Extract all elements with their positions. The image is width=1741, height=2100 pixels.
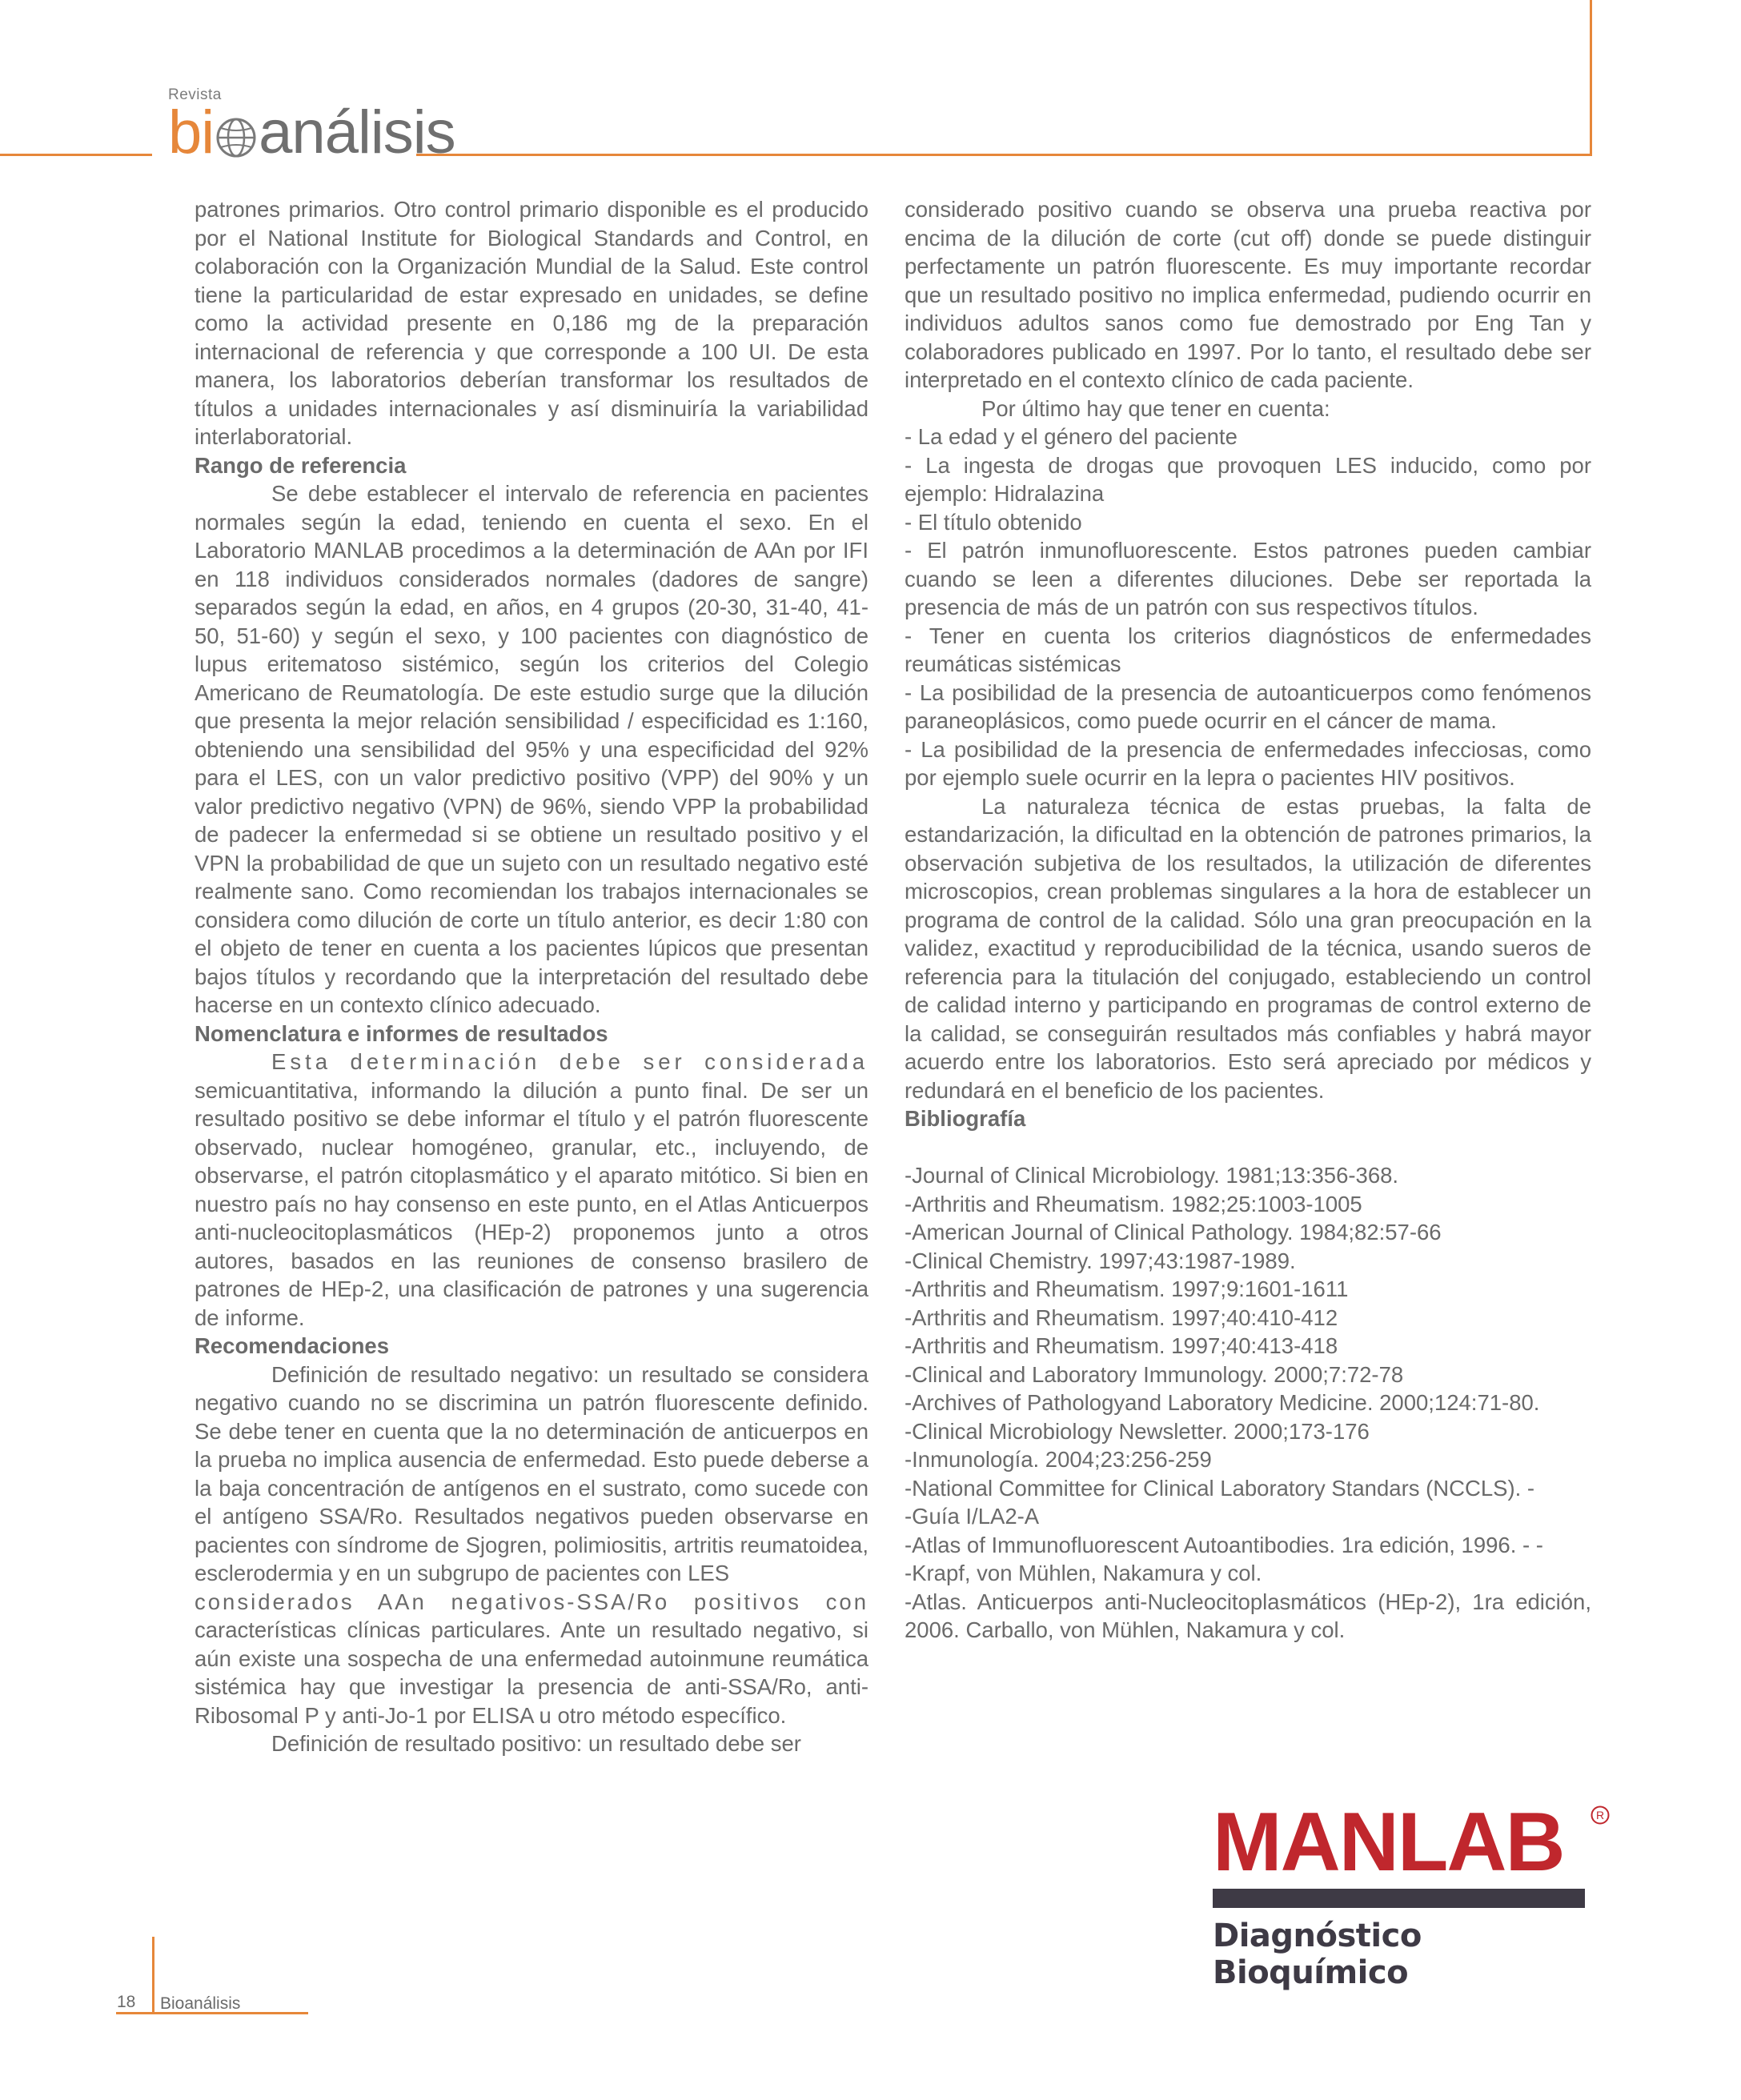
bibliography-item: -Archives of Pathologyand Laboratory Medicine. 2000;124:71-80. bbox=[905, 1390, 1540, 1415]
list-item: - Tener en cuenta los criterios diagnósticos de enfermedades reumáticas sistémicas bbox=[905, 623, 1591, 676]
list-item: - La posibilidad de la presencia de enfermedades infecciosas, como por ejemplo suele ocurrir en la lepra o pacientes HIV positivos. bbox=[905, 736, 1591, 790]
paragraph-resultado-positivo: Definición de resultado positivo: un resultado debe ser bbox=[271, 1731, 801, 1756]
list-item: - La ingesta de drogas que provoquen LES inducido, como por ejemplo: Hidralazina bbox=[905, 452, 1591, 506]
bibliography-item: -National Committee for Clinical Laboratory Standars (NCCLS). - bbox=[905, 1475, 1535, 1501]
paragraph-resultado-negativo: Definición de resultado negativo: un resultado se considera negativo cuando no se discrimina un patrón fluorescente definido. Se debe tener en cuenta que la no determinación de anticuerpos en la prueba no implica ausencia de enfermedad. Esto puede deberse a la baja concentración de antígenos en el sustrato, como sucede con el antígeno SSA/Ro. Resultados negativos pueden observarse en pacientes con síndrome de Sjogren, polimiositis, artritis reumatoidea, esclerodermia y en un subgrupo de pacientes con LES bbox=[195, 1361, 868, 1585]
manlab-tagline: Diagnóstico Bioquímico bbox=[1213, 1918, 1422, 1991]
footer-label: Bioanálisis bbox=[160, 1994, 241, 2013]
header-rule-left bbox=[0, 154, 152, 156]
bibliography-item: -Arthritis and Rheumatism. 1997;40:410-412 bbox=[905, 1304, 1338, 1330]
bibliography-item: -Arthritis and Rheumatism. 1997;9:1601-1611 bbox=[905, 1276, 1349, 1301]
manlab-logo bbox=[1213, 1796, 1613, 1991]
bibliography-item: -Clinical Chemistry. 1997;43:1987-1989. bbox=[905, 1248, 1296, 1273]
bibliography-item: -Journal of Clinical Microbiology. 1981;13:356-368. bbox=[905, 1163, 1399, 1188]
paragraph-considerado-positivo: considerado positivo cuando se observa una prueba reactiva por encima de la dilución de corte (cut off) donde se puede distinguir perfectamente un patrón fluorescente. Es muy importante recordar que un resultado positivo no implica enfermedad, pudiendo ocurrir en individuos adultos sanos como fue demostrado por Eng Tan y colaboradores publicado en 1997. Por lo tanto, el resultado debe ser interpretado en el contexto clínico de cada paciente. bbox=[905, 197, 1591, 392]
bibliography-item: -Arthritis and Rheumatism. 1997;40:413-418 bbox=[905, 1333, 1338, 1358]
paragraph-nomenclatura-lead: Esta determinación debe ser considerada bbox=[271, 1049, 868, 1074]
manlab-wordmark: MANLAB bbox=[1213, 1796, 1564, 1889]
bibliography-item: -Arthritis and Rheumatism. 1982;25:1003-1005 bbox=[905, 1191, 1362, 1216]
svg-text:R: R bbox=[1595, 1809, 1605, 1821]
bibliography-item: -Inmunología. 2004;23:256-259 bbox=[905, 1447, 1212, 1472]
right-column bbox=[905, 195, 1591, 1645]
left-column bbox=[195, 195, 868, 1758]
bibliography-item: -American Journal of Clinical Pathology. 1984;82:57-66 bbox=[905, 1220, 1442, 1244]
manlab-bar bbox=[1213, 1889, 1585, 1908]
bibliography-item: -Krapf, von Mühlen, Nakamura y col. bbox=[905, 1561, 1262, 1585]
header-rule-right bbox=[416, 154, 1591, 156]
paragraph-resultado-negativo-spaced: considerados AAn negativos-SSA/Ro positivos con bbox=[195, 1589, 868, 1614]
list-item: - La posibilidad de la presencia de autoanticuerpos como fenómenos paraneoplásicos, como puede ocurrir en el cáncer de mama. bbox=[905, 679, 1591, 733]
masthead-brand-part2: análisis bbox=[259, 98, 455, 166]
paragraph-nomenclatura: semicuantitativa, informando la dilución a punto final. De ser un resultado positivo se debe informar el título y el patrón fluorescente observado, nuclear homogéneo, granular, etc., incluyendo, de observarse, el patrón citoplasmático y el aparato mitótico. Si bien en nuestro país no hay consenso en este punto, en el Atlas Anticuerpos anti-nucleocitoplasmáticos (HEp-2) proponemos junto a otros autores, basados en las reuniones de consenso brasilero de patrones de HEp-2, una clasificación de patrones y una sugerencia de informe. bbox=[195, 1077, 868, 1330]
globe-icon bbox=[215, 117, 257, 158]
bibliography-item: -Atlas. Anticuerpos anti-Nucleocitoplasmáticos (HEp-2), 1ra edición, 2006. Carballo, von Mühlen, Nakamura y col. bbox=[905, 1589, 1591, 1642]
heading-recomendaciones: Recomendaciones bbox=[195, 1333, 390, 1358]
spacer bbox=[905, 1133, 1591, 1162]
list-item: - El patrón inmunofluorescente. Estos patrones pueden cambiar cuando se leen a diferentes diluciones. Debe ser reportada la presencia de más de un patrón con sus respectivos títulos. bbox=[905, 538, 1591, 619]
list-item: - La edad y el género del paciente bbox=[905, 424, 1238, 449]
masthead-small-label: Revista bbox=[168, 86, 222, 103]
heading-rango-referencia: Rango de referencia bbox=[195, 452, 407, 478]
paragraph-resultado-negativo-tail: características clínicas particulares. Ante un resultado negativo, si aún existe una sospecha de una enfermedad autoinmune reumática sistémica hay que investigar la presencia de anti-SSA/Ro, anti-Ribosomal P y anti-Jo-1 por ELISA u otro método específico. bbox=[195, 1617, 868, 1728]
footer-rule-vertical bbox=[152, 1937, 154, 2014]
header-rule-vertical bbox=[1590, 0, 1592, 156]
masthead-brand-part1: bi bbox=[168, 98, 215, 166]
bibliography-item: -Atlas of Immunofluorescent Autoantibodies. 1ra edición, 1996. - - bbox=[905, 1532, 1543, 1557]
paragraph-naturaleza-tecnica: La naturaleza técnica de estas pruebas, la falta de estandarización, la dificultad en la obtención de patrones primarios, la observación subjetiva de los resultados, la utilización de diferentes microscopios, crean problemas singulares a la hora de establecer un programa de control de la calidad. Sólo una gran preocupación en la validez, exactitud y reproducibilidad de la técnica, usando sueros de referencia para la titulación del conjugado, estableciendo un control de calidad interno y participando en programas de control externo de la calidad, se conseguirán resultados más confiables y habrá mayor acuerdo entre los laboratorios. Esto será apreciado por médicos y redundará en el beneficio de los pacientes. bbox=[905, 793, 1591, 1103]
heading-bibliografia: Bibliografía bbox=[905, 1106, 1026, 1131]
paragraph-por-ultimo: Por último hay que tener en cuenta: bbox=[981, 395, 1330, 421]
registered-icon bbox=[1591, 1805, 1610, 1825]
bibliography-item: -Guía I/LA2-A bbox=[905, 1504, 1040, 1529]
paragraph-rango-referencia: Se debe establecer el intervalo de referencia en pacientes normales según la edad, teniendo en cuenta el sexo. En el Laboratorio MANLAB procedimos a la determinación de AAn por IFI en 118 individuos considerados normales (dadores de sangre) separados según la edad, en años, en 4 grupos (20-30, 31-40, 41-50, 51-60) y según el sexo, y 100 pacientes con diagnóstico de lupus eritematoso sistémico, según los criterios del Colegio Americano de Reumatología. De este estudio surge que la dilución que presenta la mejor relación sensibilidad / especificidad es 1:160, obteniendo una sensibilidad del 95% y una especificidad del 92% para el LES, con un valor predictivo positivo (VPP) del 90% y un valor predictivo negativo (VPN) de 96%, siendo VPP la probabilidad de padecer la enfermedad si se obtiene un resultado positivo y el VPN la probabilidad de que un sujeto con un resultado negativo esté realmente sano. Como recomiendan los trabajos internacionales se considera como dilución de corte un título anterior, es decir 1:80 con el objeto de tener en cuenta a los pacientes lúpicos que presentan bajos títulos y recordando que la interpretación del resultado debe hacerse en un contexto clínico adecuado. bbox=[195, 481, 868, 1017]
heading-nomenclatura: Nomenclatura e informes de resultados bbox=[195, 1020, 608, 1046]
masthead-logo bbox=[168, 98, 455, 166]
bibliography-item: -Clinical and Laboratory Immunology. 2000;7:72-78 bbox=[905, 1361, 1404, 1387]
paragraph-patrones: patrones primarios. Otro control primario disponible es el producido por el National Institute for Biological Standards and Control, en colaboración con la Organización Mundial de la Salud. Este control tiene la particularidad de estar expresado en unidades, se define como la actividad presente en 0,186 mg de la preparación internacional de referencia y que corresponde a 100 UI. De esta manera, los laboratorios deberían transformar los resultados de títulos a unidades internacionales y así disminuiría la variabilidad interlaboratorial. bbox=[195, 197, 868, 449]
bibliography-item: -Clinical Microbiology Newsletter. 2000;173-176 bbox=[905, 1418, 1370, 1444]
masthead bbox=[168, 86, 455, 166]
page-number: 18 bbox=[117, 1993, 136, 2011]
list-item: - El título obtenido bbox=[905, 509, 1082, 535]
